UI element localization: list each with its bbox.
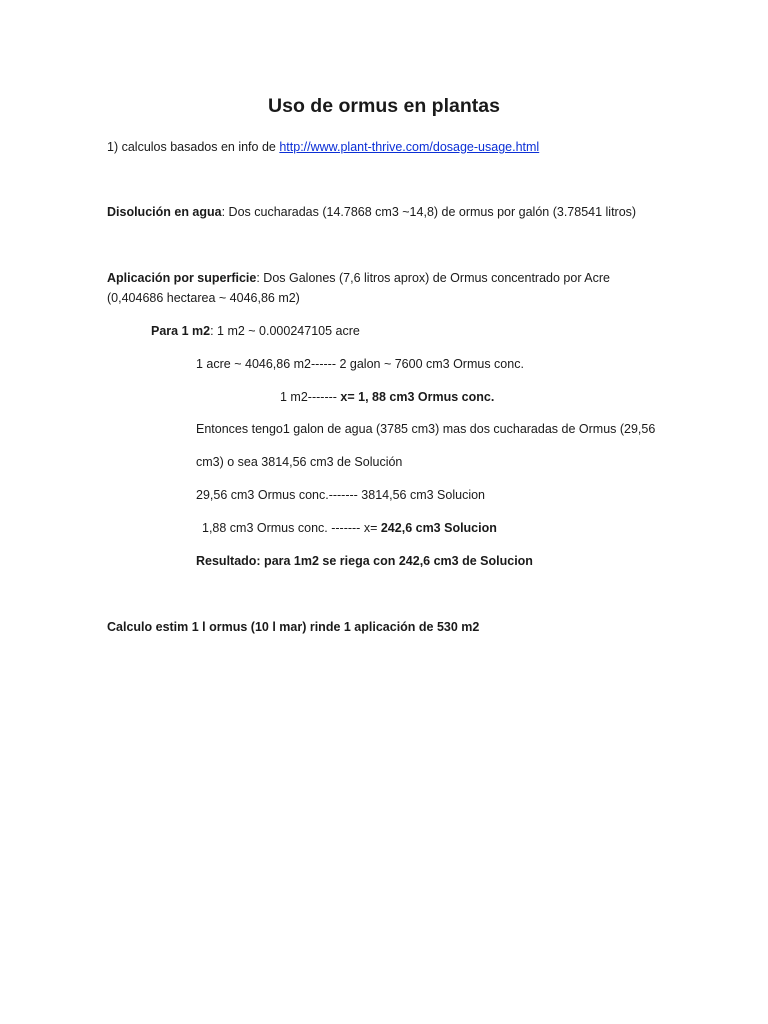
calc-line-3: Entonces tengo1 galon de agua (3785 cm3) mas dos cucharadas de Ormus (29,56 xyxy=(196,422,656,436)
calc-line-2-text: 1 m2------- xyxy=(280,390,341,404)
calc-line-6-text: 1,88 cm3 Ormus conc. ------- x= xyxy=(202,521,381,535)
page-title: Uso de ormus en plantas xyxy=(268,95,500,117)
application-line-2: (0,404686 hectarea ~ 4046,86 m2) xyxy=(107,291,300,305)
dilution-label: Disolución en agua xyxy=(107,205,222,219)
dilution-text: : Dos cucharadas (14.7868 cm3 ~14,8) de ormus por galón (3.78541 litros) xyxy=(221,205,637,219)
application-label: Aplicación por superficie xyxy=(107,271,257,285)
intro-text: 1) calculos basados en info de xyxy=(107,140,280,154)
estimate-line xyxy=(107,619,479,635)
per-m2-line xyxy=(151,323,360,339)
calc-line-2 xyxy=(280,389,494,405)
calc-line-6 xyxy=(202,520,497,536)
calc-line-1: 1 acre ~ 4046,86 m2------ 2 galon ~ 7600 cm3 Ormus conc. xyxy=(196,357,524,371)
calc-line-2-result: x= 1, 88 cm3 Ormus conc. xyxy=(340,390,495,404)
calc-line-6-result: 242,6 cm3 Solucion xyxy=(380,521,497,535)
intro-line xyxy=(107,139,539,155)
application-line xyxy=(107,270,610,286)
calc-line-4: cm3) o sea 3814,56 cm3 de Solución xyxy=(196,455,403,469)
estimate-text: Calculo estim 1 l ormus (10 l mar) rinde 1 aplicación de 530 m2 xyxy=(107,620,480,634)
application-text: : Dos Galones (7,6 litros aprox) de Ormus concentrado por Acre xyxy=(256,271,610,285)
calc-line-5: 29,56 cm3 Ormus conc.------- 3814,56 cm3 Solucion xyxy=(196,488,485,502)
result-text: Resultado: para 1m2 se riega con 242,6 cm3 de Solucion xyxy=(196,554,533,568)
dilution-line xyxy=(107,204,636,220)
per-m2-text: : 1 m2 ~ 0.000247105 acre xyxy=(210,324,360,338)
source-link[interactable]: http://www.plant-thrive.com/dosage-usage.html xyxy=(279,140,540,154)
per-m2-label: Para 1 m2 xyxy=(151,324,211,338)
result-line xyxy=(196,553,533,569)
